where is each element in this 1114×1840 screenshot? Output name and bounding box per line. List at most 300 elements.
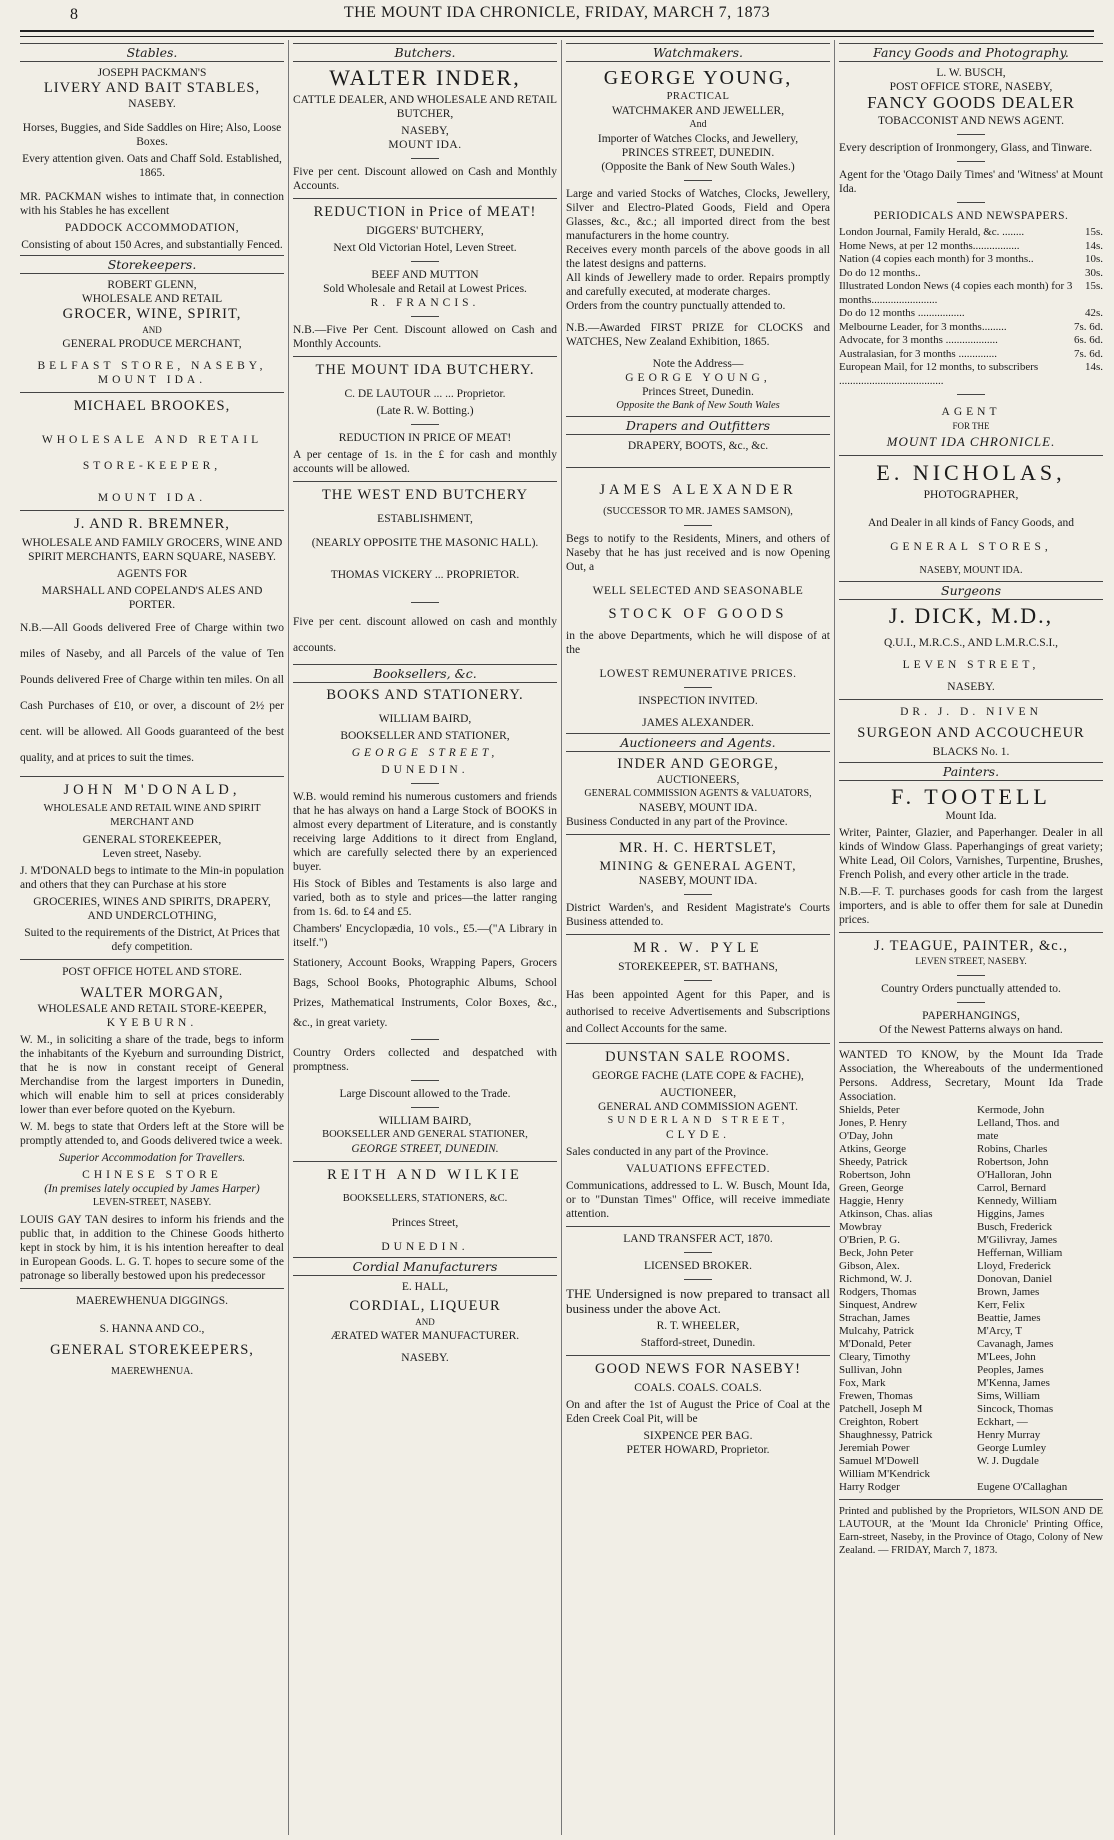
- ad-line: WHOLESALE AND FAMILY GROCERS, WINE AND SPIRIT MERCHANTS, EARN SQUARE, NASEBY.: [21, 537, 283, 563]
- ad-reith-wilkie: [293, 1167, 557, 1254]
- section-heading-painters: Painters.: [839, 762, 1103, 781]
- ad-headline: WALTER MORGAN,: [80, 985, 224, 1001]
- periodical-item: Do do 12 months .................: [839, 307, 965, 319]
- ad-line: WHOLESALE AND RETAIL STORE-KEEPER,: [37, 1003, 267, 1015]
- ad-line: L. W. BUSCH,: [936, 67, 1006, 79]
- ad-headline: JOHN M'DONALD,: [63, 782, 241, 798]
- ad-agent: [839, 405, 1103, 450]
- ad-line: AGENT: [941, 406, 1001, 418]
- section-heading-auctioneers: Auctioneers and Agents.: [566, 733, 830, 752]
- divider: [957, 1002, 985, 1003]
- section-heading-cordial: Cordial Manufacturers: [293, 1257, 557, 1276]
- ad-text: Horses, Buggies, and Side Saddles on Hire; Also, Loose Boxes.: [22, 122, 282, 148]
- ad-line: THOMAS VICKERY ... PROPRIETOR.: [330, 569, 520, 581]
- divider: [957, 134, 985, 135]
- ad-text: Every description of Ironmongery, Glass, and Tinware.: [839, 142, 1093, 154]
- ad-line: NASEBY, MOUNT IDA.: [919, 565, 1023, 576]
- wanted-name: Robertson, John: [839, 1169, 911, 1181]
- wanted-name: Kermode, John: [977, 1104, 1045, 1116]
- ad-line: PRINCES STREET, DUNEDIN.: [621, 147, 775, 159]
- wanted-name: Gibson, Alex.: [839, 1260, 900, 1272]
- periodical-item: Australasian, for 3 months ..............: [839, 347, 997, 360]
- divider: [839, 1042, 1103, 1043]
- divider: [411, 602, 439, 603]
- ad-line: And: [689, 119, 707, 130]
- ad-line: Leven street, Naseby.: [102, 848, 202, 860]
- periodical-price: 14s.: [1084, 361, 1103, 373]
- ad-line: WATCHMAKER AND JEWELLER,: [611, 105, 785, 117]
- periodical-price: 15s.: [1084, 226, 1103, 238]
- divider: [411, 261, 439, 262]
- ad-text: Chambers' Encyclopædia, 10 vols., £5.—("A Library in itself."): [293, 923, 557, 949]
- periodical-price: 14s.: [1084, 239, 1103, 252]
- periodical-price: 7s. 6d.: [1073, 347, 1103, 360]
- ad-wanted-to-know: [839, 1048, 1103, 1494]
- wanted-name: M'Kenna, James: [977, 1377, 1050, 1389]
- column-divider: [561, 40, 562, 1835]
- divider: [957, 202, 985, 203]
- section-heading-surgeons: Surgeons: [839, 581, 1103, 600]
- masthead-rule: [20, 30, 1094, 37]
- ad-line: (Opposite the Bank of New South Wales.): [601, 161, 795, 173]
- divider: [411, 1107, 439, 1108]
- ad-line: DRAPERY, BOOTS, &c., &c.: [627, 440, 769, 452]
- ad-packman: [20, 66, 284, 252]
- ad-line: Q.U.I., M.R.C.S., AND L.M.R.C.S.I.,: [883, 637, 1059, 649]
- ad-line: REDUCTION IN PRICE OF MEAT!: [338, 432, 512, 444]
- ad-line: KYEBURN.: [106, 1017, 198, 1029]
- wanted-name: Sullivan, John: [839, 1364, 902, 1376]
- ad-headline: J. AND R. BREMNER,: [74, 516, 230, 532]
- section-heading-drapers: Drapers and Outfitters: [566, 416, 830, 435]
- ad-headline: THE MOUNT IDA BUTCHERY.: [315, 362, 535, 378]
- ad-line: WHOLESALE AND RETAIL WINE AND SPIRIT MERCHANT AND: [43, 803, 261, 828]
- ad-line: BOOKSELLER AND GENERAL STATIONER,: [322, 1129, 528, 1140]
- ad-line: MOUNT IDA CHRONICLE.: [886, 434, 1056, 449]
- ad-young: [566, 66, 830, 413]
- ad-line: CATTLE DEALER, AND WHOLESALE AND RETAIL BUTCHER,: [293, 94, 557, 120]
- ad-line: SUNDERLAND STREET,: [607, 1115, 789, 1126]
- column-4: [839, 40, 1103, 1835]
- ad-line: E. HALL,: [401, 1281, 449, 1293]
- periodical-item: Advocate, for 3 months ...................: [839, 334, 998, 346]
- divider: [20, 392, 284, 393]
- ad-line: SIXPENCE PER BAG.: [643, 1430, 753, 1442]
- ad-line: R. T. WHEELER,: [656, 1320, 740, 1332]
- ad-baird: [293, 687, 557, 1156]
- ad-line: LAND TRANSFER ACT, 1870.: [623, 1233, 773, 1245]
- ad-line: Of the Newest Patterns always on hand.: [879, 1024, 1063, 1036]
- ad-text: Agent for the 'Otago Daily Times' and 'Witness' at Mount Ida.: [839, 169, 1103, 195]
- ad-line: AUCTIONEERS,: [656, 774, 740, 786]
- ad-nicholas: [839, 461, 1103, 578]
- divider: [684, 1279, 712, 1280]
- wanted-name: William M'Kendrick: [839, 1468, 931, 1480]
- ad-line: LOWEST REMUNERATIVE PRICES.: [599, 668, 797, 680]
- ad-headline: JAMES ALEXANDER: [599, 482, 797, 498]
- divider: [839, 699, 1103, 700]
- wanted-name: Shaughnessy, Patrick: [839, 1429, 933, 1441]
- wanted-name: George Lumley: [977, 1442, 1047, 1454]
- ad-line: GROCERIES, WINES AND SPIRITS, DRAPERY, AND UNDERCLOTHING,: [33, 896, 271, 922]
- ad-line: MOUNT IDA.: [388, 139, 462, 151]
- ad-headline: DUNSTAN SALE ROOMS.: [605, 1049, 791, 1065]
- ad-text: THE Undersigned is now prepared to transact all business under the above Act.: [566, 1286, 830, 1316]
- wanted-name: Henry Murray: [977, 1429, 1041, 1441]
- ad-text: A per centage of 1s. in the £ for cash and monthly accounts will be allowed.: [293, 449, 557, 475]
- ad-line: LICENSED BROKER.: [644, 1260, 752, 1272]
- wanted-name: Beck, John Peter: [839, 1247, 914, 1259]
- wanted-names-left: [839, 1104, 965, 1494]
- ad-line: WHOLESALE AND RETAIL STORE-KEEPER,: [41, 434, 263, 472]
- section-heading-fancy-goods: Fancy Goods and Photography.: [839, 43, 1103, 62]
- divider: [566, 834, 830, 835]
- ad-text: Has been appointed Agent for this Paper, and is authorised to receive Advertisements and Subscriptions and Collect Accounts for the same.: [566, 989, 830, 1035]
- ad-line: GEORGE YOUNG,: [625, 372, 771, 384]
- ad-text: W. M., in soliciting a share of the trade, begs to inform the inhabitants of the Kyeburn and surrounding District, that he is now in constant receipt of General Merchandise from the largest importers in Dunedin, which will enable him to sell at prices considerably lower than ever before quoted on the Kyeburn.: [20, 1034, 284, 1116]
- periodical-price: 15s.: [1084, 280, 1103, 292]
- ad-text: Writer, Painter, Glazier, and Paperhanger. Dealer in all kinds of Window Glass. Paperhangings of great variety; White Lead, Oil Colors, Varnishes, Turpentine, Brushes, French Polish, and every other article in the trade.: [839, 827, 1103, 881]
- periodical-price: 42s.: [1084, 307, 1103, 319]
- ad-line: AND: [415, 1317, 435, 1327]
- periodical-item: London Journal, Family Herald, &c. ........: [839, 226, 1025, 238]
- column-divider: [288, 40, 289, 1835]
- ad-line: DUNEDIN.: [381, 764, 469, 776]
- ad-line: GENERAL COMMISSION AGENTS & VALUATORS,: [584, 788, 812, 799]
- divider: [20, 959, 284, 960]
- ad-text: Begs to notify to the Residents, Miners, and others of Naseby that he has just received and is now Opening Out, a: [566, 533, 830, 573]
- wanted-name: O'Brien, P. G.: [839, 1234, 900, 1246]
- ad-line: LEVEN STREET, NASEBY.: [915, 957, 1027, 967]
- ad-line: JOSEPH PACKMAN'S: [97, 67, 207, 79]
- ad-line: MAEREWHENUA.: [111, 1366, 193, 1377]
- divider: [293, 1161, 557, 1162]
- ad-headline: GEORGE YOUNG,: [603, 67, 793, 89]
- wanted-name: Harry Rodger: [839, 1481, 900, 1493]
- page-number: 8: [70, 6, 79, 23]
- ad-line: AGENTS FOR: [116, 568, 188, 580]
- ad-headline: REITH AND WILKIE: [327, 1167, 523, 1183]
- ad-text: Five per cent. discount allowed on cash and monthly accounts.: [293, 616, 557, 654]
- periodical-row: [839, 334, 1103, 348]
- periodical-price: 10s.: [1084, 253, 1103, 265]
- ad-dunstan: [566, 1049, 830, 1221]
- ad-line: WHOLESALE AND RETAIL: [81, 293, 223, 305]
- divider: [839, 455, 1103, 456]
- ad-headline: INDER AND GEORGE,: [617, 756, 779, 772]
- wanted-name: Patchell, Joseph M: [839, 1403, 923, 1415]
- ad-inder-george: [566, 756, 830, 829]
- ad-text: in the above Departments, which he will dispose of at the: [566, 630, 830, 656]
- ad-headline: MICHAEL BROOKES,: [73, 398, 231, 414]
- wanted-name: Atkins, George: [839, 1143, 907, 1155]
- periodical-row: [839, 321, 1103, 335]
- ad-niven: [839, 705, 1103, 759]
- ad-text: Large and varied Stocks of Watches, Clocks, Jewellery, Silver and Electro-Plated Goods, Field and Opera Glasses, &c., &c.; all imported direct from the best manufacturers in the home country.: [566, 188, 830, 242]
- ad-headline: REDUCTION in Price of MEAT!: [313, 204, 537, 220]
- ad-inder: [293, 66, 557, 193]
- ad-headline: J. TEAGUE, PAINTER, &c.,: [874, 938, 1068, 954]
- ad-text: Business Conducted in any part of the Province.: [566, 816, 788, 828]
- ad-line: WILLIAM BAIRD,: [378, 713, 472, 725]
- ad-headline: SURGEON AND ACCOUCHEUR: [857, 725, 1085, 741]
- ad-line: FOR THE: [952, 421, 990, 431]
- ad-headline: FANCY GOODS DEALER: [867, 93, 1075, 112]
- ad-text: His Stock of Bibles and Testaments is also large and varied, both as to style and prices—the latter ranging from 1s. 6d. to £4 and £5.: [293, 878, 557, 918]
- wanted-name: M'Gilivray, James: [977, 1234, 1058, 1246]
- ad-morgan: [20, 965, 284, 1165]
- section-heading-booksellers: Booksellers, &c.: [293, 664, 557, 683]
- ad-line: PHOTOGRAPHER,: [923, 489, 1019, 501]
- ad-teague: [839, 938, 1103, 1037]
- ad-line: AND: [142, 325, 162, 335]
- ad-text: N.B.—All Goods delivered Free of Charge within two miles of Naseby, and all Parcels of the value of Ten Pounds delivered Free of Charge within ten miles. On all Cash Purchases of £10, or over, a discount of 2½ per cent. will be allowed. All Goods guaranteed of the best quality, and at prices to suit the times.: [20, 622, 284, 764]
- wanted-name: Samuel M'Dowell: [839, 1455, 919, 1467]
- ad-line: STOREKEEPER, ST. BATHANS,: [618, 961, 778, 973]
- periodical-row: [839, 253, 1103, 267]
- ad-tootell: [839, 785, 1103, 927]
- periodical-row: [839, 348, 1103, 362]
- divider: [566, 1355, 830, 1356]
- divider: [411, 158, 439, 159]
- divider: [20, 776, 284, 777]
- wanted-name: Eugene O'Callaghan: [977, 1481, 1068, 1493]
- wanted-name: Busch, Frederick: [977, 1221, 1053, 1233]
- wanted-name: Beattie, James: [977, 1312, 1041, 1324]
- ad-text: Superior Accommodation for Travellers.: [58, 1152, 246, 1164]
- ad-diggers-butchery: [293, 204, 557, 351]
- ad-land-transfer: [566, 1232, 830, 1350]
- wanted-name: Green, George: [839, 1182, 904, 1194]
- divider: [566, 1226, 830, 1227]
- divider: [566, 467, 830, 468]
- wanted-name: Lelland, Thos. and: [977, 1117, 1060, 1129]
- ad-line: Importer of Watches Clocks, and Jewellery,: [597, 133, 799, 145]
- ad-hertslet: [566, 840, 830, 929]
- periodical-item: Illustrated London News (4 copies each month) for 3 months........................: [839, 280, 1073, 306]
- wanted-name: Kerr, Felix: [977, 1299, 1025, 1311]
- wanted-name: Fox, Mark: [839, 1377, 886, 1389]
- periodical-row: [839, 267, 1103, 281]
- wanted-name: mate: [977, 1130, 999, 1142]
- periodical-item: Home News, at per 12 months.................: [839, 239, 1020, 252]
- wanted-name: Strachan, James: [839, 1312, 910, 1324]
- ad-line: Sold Wholesale and Retail at Lowest Prices.: [323, 283, 527, 295]
- ad-line: AUCTIONEER,: [659, 1087, 737, 1099]
- wanted-name: Higgins, James: [977, 1208, 1045, 1220]
- wanted-name: Creighton, Robert: [839, 1416, 919, 1428]
- ad-line: NASEBY,: [401, 125, 449, 137]
- ad-line: C. DE LAUTOUR ... ... Proprietor.: [344, 388, 506, 400]
- divider: [293, 481, 557, 482]
- ad-headline: LIVERY AND BAIT STABLES,: [43, 80, 261, 96]
- divider: [20, 1288, 284, 1289]
- ad-headline: E. NICHOLAS,: [876, 460, 1066, 485]
- wanted-name: M'Arcy, T: [977, 1325, 1023, 1337]
- periodical-item: Melbourne Leader, for 3 months.........: [839, 320, 1007, 333]
- divider: [684, 180, 712, 181]
- ad-line: NASEBY, MOUNT IDA.: [638, 802, 758, 814]
- periodical-row: [839, 240, 1103, 254]
- ad-text: And Dealer in all kinds of Fancy Goods, and: [867, 517, 1074, 529]
- ad-line: (SUCCESSOR TO MR. JAMES SAMSON),: [603, 506, 793, 517]
- ad-coal: [566, 1361, 830, 1457]
- divider: [957, 975, 985, 976]
- divider: [684, 894, 712, 895]
- ad-line: JAMES ALEXANDER.: [642, 717, 754, 729]
- ad-line: (NEARLY OPPOSITE THE MASONIC HALL).: [311, 537, 539, 549]
- ad-line: BOOKSELLERS, STATIONERS, &C.: [342, 1193, 508, 1204]
- ad-dick: [839, 604, 1103, 694]
- periodical-price: 6s. 6d.: [1073, 334, 1103, 346]
- ad-line: PADDOCK ACCOMMODATION,: [64, 222, 240, 234]
- ad-line: BELFAST STORE, NASEBY, MOUNT IDA.: [37, 360, 267, 386]
- masthead: [20, 4, 1094, 32]
- wanted-name: Sims, William: [977, 1390, 1040, 1402]
- wanted-name: Richmond, W. J.: [839, 1273, 913, 1285]
- ad-line: Next Old Victorian Hotel, Leven Street.: [333, 242, 517, 254]
- ad-line: ESTABLISHMENT,: [377, 513, 473, 525]
- ad-mcdonald: [20, 782, 284, 954]
- section-heading-watchmakers: Watchmakers.: [566, 43, 830, 62]
- ad-text: Receives every month parcels of the above goods in all the latest designs and patterns.: [566, 244, 830, 270]
- periodical-row: [839, 226, 1103, 240]
- ad-text: Orders from the country punctually attended to.: [566, 300, 786, 312]
- wanted-name: Carrol, Bernard: [977, 1182, 1047, 1194]
- wanted-names-list: [839, 1104, 1103, 1494]
- ad-headline: WALTER INDER,: [329, 65, 521, 90]
- ad-headline: GENERAL STOREKEEPERS,: [50, 1342, 254, 1358]
- periodical-item: European Mail, for 12 months, to subscribers ......................................: [839, 361, 1039, 387]
- ad-line: ROBERT GLENN,: [107, 279, 197, 291]
- divider: [411, 783, 439, 784]
- ad-line: WILLIAM BAIRD,: [378, 1115, 472, 1127]
- wanted-name: [977, 1468, 1103, 1481]
- wanted-name: Sheedy, Patrick: [839, 1156, 908, 1168]
- ad-text: Suited to the requirements of the District, At Prices that defy competition.: [24, 927, 280, 953]
- wanted-name: M'Donald, Peter: [839, 1338, 912, 1350]
- ad-line: PRACTICAL: [666, 91, 730, 102]
- divider: [293, 198, 557, 199]
- wanted-name: Heffernan, William: [977, 1247, 1063, 1259]
- ad-text: Country Orders collected and despatched with promptness.: [293, 1047, 557, 1073]
- ad-text: N.B.—Five Per Cent. Discount allowed on Cash and Monthly Accounts.: [293, 324, 557, 350]
- ad-line: GENERAL PRODUCE MERCHANT,: [62, 338, 242, 350]
- ad-line: Princes Street, Dunedin.: [642, 386, 754, 398]
- ad-headline: STOCK OF GOODS: [608, 606, 788, 622]
- ad-line: GENERAL AND COMMISSION AGENT.: [598, 1101, 798, 1113]
- ad-text: N.B.—F. T. purchases goods for cash from the largest importers, and is able to offer them for sale at Dunedin prices.: [839, 886, 1103, 926]
- ad-line: Stafford-street, Dunedin.: [640, 1337, 756, 1349]
- ad-headline: J. DICK, M.D.,: [888, 603, 1054, 628]
- ad-west-end-butchery: [293, 487, 557, 661]
- ad-line: BLACKS No. 1.: [932, 746, 1010, 758]
- wanted-name: Cleary, Timothy: [839, 1351, 911, 1363]
- section-heading-storekeepers: Storekeepers.: [20, 255, 284, 274]
- wanted-name: Haggie, Henry: [839, 1195, 904, 1207]
- ad-line: R. FRANCIS.: [370, 297, 480, 309]
- ad-headline: MR. H. C. HERTSLET,: [619, 840, 777, 856]
- section-heading-stables: Stables.: [20, 43, 284, 62]
- periodical-item: Do do 12 months..: [839, 266, 921, 279]
- ad-line: PETER HOWARD, Proprietor.: [626, 1444, 770, 1456]
- ad-line: POST OFFICE HOTEL AND STORE.: [62, 966, 242, 978]
- column-2: [293, 40, 557, 1835]
- ad-busch: [839, 66, 1103, 388]
- ad-line: TOBACCONIST AND NEWS AGENT.: [878, 115, 1064, 127]
- ad-line: POST OFFICE STORE, NASEBY,: [889, 81, 1053, 93]
- wanted-name: M'Lees, John: [977, 1351, 1036, 1363]
- ad-line: NASEBY.: [401, 1352, 449, 1364]
- ad-text: District Warden's, and Resident Magistrate's Courts Business attended to.: [566, 902, 830, 928]
- ad-bremner: [20, 516, 284, 771]
- ad-line: GEORGE FACHE (LATE COPE & FACHE),: [592, 1070, 804, 1082]
- divider: [684, 1252, 712, 1253]
- ad-line: PERIODICALS AND NEWSPAPERS.: [873, 210, 1069, 222]
- wanted-name: Robertson, John: [977, 1156, 1049, 1168]
- ad-text: Sales conducted in any part of the Province.: [566, 1146, 769, 1158]
- wanted-name: O'Halloran, John: [977, 1169, 1052, 1181]
- periodical-row: [839, 361, 1103, 388]
- divider: [684, 525, 712, 526]
- ad-headline: CORDIAL, LIQUEUR: [349, 1298, 501, 1314]
- ad-headline: F. TOOTELL: [891, 784, 1051, 809]
- wanted-name: Jones, P. Henry: [839, 1117, 907, 1129]
- ad-headline: GROCER, WINE, SPIRIT,: [62, 306, 242, 322]
- ad-text: N.B.—Awarded FIRST PRIZE for CLOCKS and WATCHES, New Zealand Exhibition, 1865.: [566, 322, 830, 348]
- wanted-name: Cavanagh, James: [977, 1338, 1054, 1350]
- ad-text: LOUIS GAY TAN desires to inform his friends and the public that, in addition to the Chinese Goods hitherto kept in stock by him, it is his intention hereafter to deal in European Goods. L. G. T. hopes to secure some of the patronage so liberally bestowed upon his predecessor: [20, 1214, 284, 1282]
- periodical-price: 7s. 6d.: [1073, 320, 1103, 333]
- ad-line: S. HANNA AND CO.,: [99, 1323, 205, 1335]
- ad-line: DIGGERS' BUTCHERY,: [366, 225, 484, 237]
- ad-line: BEEF AND MUTTON: [371, 269, 479, 281]
- ad-line: ÆRATED WATER MANUFACTURER.: [330, 1330, 520, 1342]
- wanted-name: Peoples, James: [977, 1364, 1044, 1376]
- wanted-name: O'Day, John: [839, 1130, 893, 1142]
- ad-text: Consisting of about 150 Acres, and substantially Fenced.: [21, 239, 283, 251]
- wanted-name: Sincock, Thomas: [977, 1403, 1054, 1415]
- ad-line: COALS. COALS. COALS.: [634, 1382, 762, 1394]
- wanted-name: Eckhart, —: [977, 1416, 1028, 1428]
- ad-pyle: [566, 940, 830, 1038]
- periodical-row: [839, 307, 1103, 321]
- wanted-names-right: [965, 1104, 1103, 1494]
- ad-line: MARSHALL AND COPELAND'S ALES AND PORTER.: [41, 585, 263, 611]
- divider: [957, 161, 985, 162]
- divider: [566, 1043, 830, 1044]
- ad-line: (In premises lately occupied by James Harper): [44, 1183, 260, 1195]
- ad-line: MOUNT IDA.: [97, 492, 207, 504]
- divider: [20, 510, 284, 511]
- ad-hall: [293, 1280, 557, 1365]
- imprint: Printed and published by the Proprietors, WILSON AND DE LAUTOUR, at the 'Mount Ida Chronicle' Printing Office, Earn-street, Naseby, in the Province of Otago, Colony of New Zealand. — FRIDAY, March 7, 1873.: [839, 1506, 1103, 1556]
- wanted-name: Sinquest, Andrew: [839, 1299, 918, 1311]
- ad-line: GENERAL STOREKEEPER,: [82, 834, 222, 846]
- divider: [684, 980, 712, 981]
- periodical-row: [839, 280, 1103, 307]
- ad-glenn: [20, 278, 284, 387]
- wanted-name: Mowbray: [839, 1221, 882, 1233]
- ad-text: Every attention given. Oats and Chaff Sold. Established, 1865.: [22, 153, 282, 179]
- periodicals-table: [839, 226, 1103, 388]
- wanted-name: Shields, Peter: [839, 1104, 900, 1116]
- ad-text: Country Orders punctually attended to.: [881, 983, 1061, 995]
- wanted-name: Lloyd, Frederick: [977, 1260, 1051, 1272]
- ad-text: Stationery, Account Books, Wrapping Papers, Grocers Bags, School Books, Photographic Albums, School Prizes, Mathematical Instruments, Color Boxes, &c., &c., in great variety.: [293, 957, 557, 1029]
- ad-text: All kinds of Jewellery made to order. Repairs promptly and carefully executed, at moderate charges.: [566, 272, 830, 298]
- ad-chinese-store: [20, 1168, 284, 1283]
